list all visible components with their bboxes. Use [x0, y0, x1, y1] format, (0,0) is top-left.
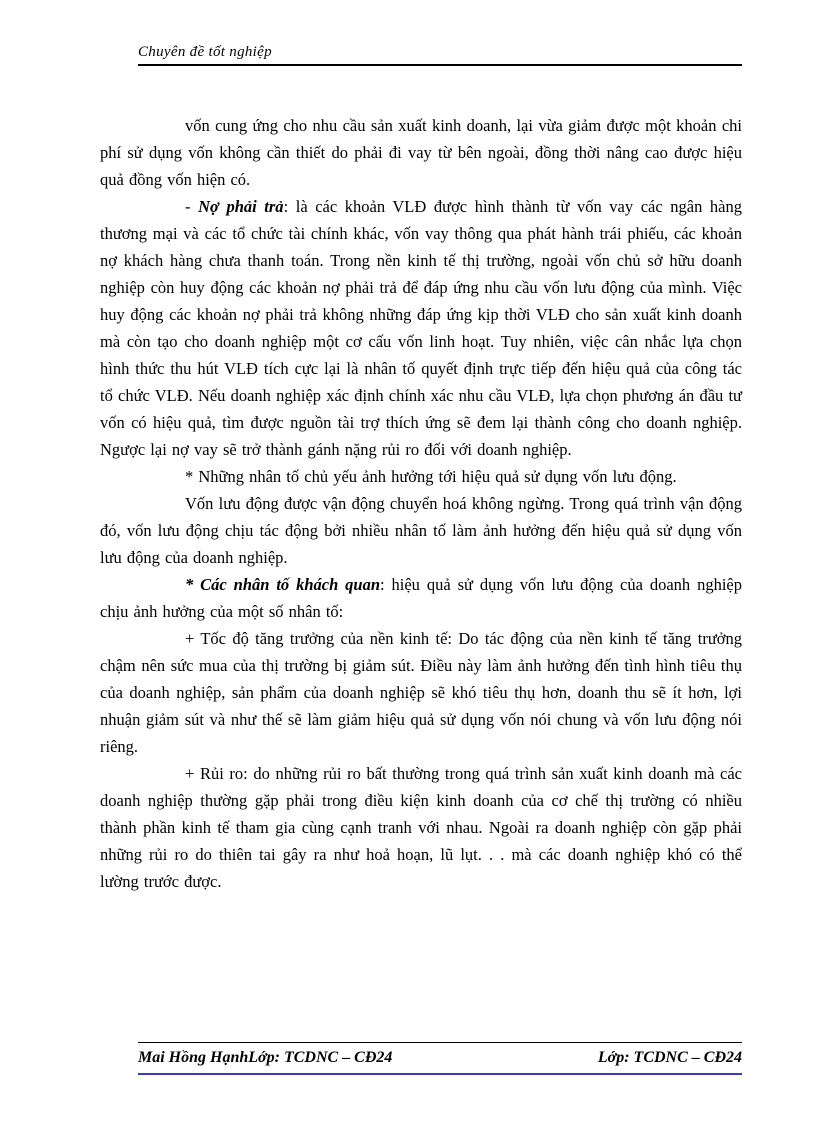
text-run: : là các khoản VLĐ được hình thành từ vốn vay các ngân hàng thương mại và các tổ chức tài chính khác, vốn vay thông qua phát hành trái phiếu, các khoản nợ khách hàng chưa thanh toán. Trong nền kinh tế thị trường, ngoài vốn chủ sở hữu doanh nghiệp còn huy động các khoản nợ phải trả để đáp ứng nhu cầu vốn lưu động của mình. Việc huy động các khoản nợ phải trả không những đáp ứng kịp thời VLĐ cho sản xuất kinh doanh mà còn tạo cho doanh nghiệp một cơ cấu vốn linh hoạt. Tuy nhiên, việc cân nhắc lựa chọn hình thức thu hút VLĐ tích cực lại là nhân tố quyết định trực tiếp đến hiệu quả của công tác tổ chức VLĐ. Nếu doanh nghiệp xác định chính xác nhu cầu VLĐ, lựa chọn phương án đầu tư vốn có hiệu quả, tìm được nguồn tài trợ thích ứng sẽ đem lại thành công cho doanh nghiệp. Ngược lại nợ vay sẽ trở thành gánh nặng rủi ro đối với doanh nghiệp. [100, 197, 743, 459]
footer-rule-top [138, 1042, 742, 1043]
text-run: * Các nhân tố khách quan [185, 575, 381, 594]
footer-row [138, 1047, 742, 1069]
paragraph [100, 112, 742, 193]
header-title: Chuyên đề tốt nghiệp [138, 44, 272, 60]
paragraph [100, 760, 742, 895]
text-run: * Những nhân tố chủ yếu ảnh hưởng tới hiệu quả sử dụng vốn lưu động. [185, 467, 677, 486]
text-run: Vốn lưu động được vận động chuyển hoá không ngừng. Trong quá trình vận động đó, vốn lưu động chịu tác động bởi nhiều nhân tố làm ảnh hưởng đến hiệu quả sử dụng vốn lưu động của doanh nghiệp. [100, 494, 742, 567]
paragraph [100, 193, 742, 463]
text-run: + Rủi ro: do những rủi ro bất thường trong quá trình sản xuất kinh doanh mà các doanh nghiệp thường gặp phải trong điều kiện kinh doanh của cơ chế thị trường có nhiều thành phần kinh tế tham gia cùng cạnh tranh với nhau. Ngoài ra doanh nghiệp còn gặp phải những rủi ro do thiên tai gây ra như hoả hoạn, lũ lụt. . . mà các doanh nghiệp khó có thể lường trước được. [100, 764, 742, 891]
header-rule [138, 64, 742, 66]
paragraph [100, 490, 742, 571]
paragraph [100, 625, 742, 760]
text-run: : hiệu quả sử dụng vốn lưu động của doanh nghiệp chịu ảnh hưởng của một số nhân tố: [100, 575, 742, 621]
text-run: Nợ phải trả [198, 197, 284, 216]
text-run: - [185, 197, 199, 216]
page-footer [138, 1042, 742, 1075]
text-run: + Tốc độ tăng trưởng của nền kinh tế: Do tác động của nền kinh tế tăng trưởng chậm nên sức mua của thị trường bị giảm sút. Điều này làm ảnh hưởng đến tình hình tiêu thụ của doanh nghiệp, sản phẩm của doanh nghiệp sẽ khó tiêu thụ hơn, doanh thu sẽ ít hơn, lợi nhuận giảm sút và như thế sẽ làm giảm hiệu quả sử dụng vốn nói chung và vốn lưu động nói riêng. [100, 629, 742, 756]
footer-author: Mai Hồng HạnhLớp: TCDNC – CĐ24 [138, 1049, 393, 1066]
page-header [138, 44, 742, 66]
footer-rule-bottom [138, 1073, 742, 1075]
footer-class: Lớp: TCDNC – CĐ24 [597, 1049, 742, 1066]
text-run: vốn cung ứng cho nhu cầu sản xuất kinh doanh, lại vừa giảm được một khoản chi phí sử dụng vốn không cần thiết do phải đi vay từ bên ngoài, đồng thời nâng cao được hiệu quả đồng vốn hiện có. [100, 116, 742, 189]
paragraph [100, 571, 742, 625]
document-body [100, 112, 742, 895]
paragraph [100, 463, 742, 490]
